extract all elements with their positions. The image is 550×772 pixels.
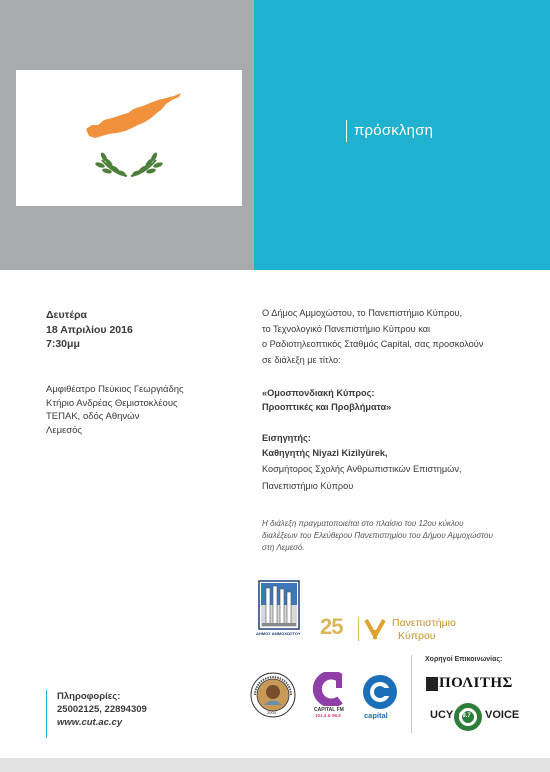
famagusta-municipality-logo [258, 580, 300, 638]
info-website-link[interactable]: www.cut.ac.cy [57, 717, 123, 728]
note-line: διαλέξεων του Ελεύθερου Πανεπιστημίου του Δήμου Αμμοχώστου [262, 531, 493, 540]
tepak-year: 2004 [267, 710, 276, 715]
event-date: 18 Απριλίου 2016 [46, 323, 133, 336]
ucy-emblem-icon [364, 618, 386, 640]
ucy-name-line1: Πανεπιστήμιο [392, 617, 456, 629]
capital-tv-caption: capital [364, 711, 388, 720]
event-time: 7:30μμ [46, 338, 80, 350]
venue-line: Λεμεσός [46, 424, 83, 436]
invitation-heading: πρόσκληση [346, 120, 433, 142]
speaker-block [262, 431, 542, 495]
info-label: Πληροφορίες: [57, 691, 121, 702]
header-gray-panel [0, 0, 254, 270]
ucy-voice-left: UCY [430, 709, 454, 721]
famagusta-caption: ΔΗΜΟΣ ΑΜΜΟΧΩΣΤΟΥ [256, 631, 301, 636]
info-phones: 25002125, 22894309 [57, 704, 147, 715]
venue-line: Αμφιθέατρο Πεύκιος Γεωργιάδης [46, 384, 184, 395]
media-sponsors-label: Χορηγοί Επικοινωνίας: [425, 656, 503, 663]
series-note [262, 518, 542, 554]
speaker-label: Εισηγητής: [262, 433, 311, 443]
event-venue [46, 383, 246, 437]
ucy-divider [358, 617, 359, 641]
lecture-title-line: Προοπτικές και Προβλήματα» [262, 401, 392, 412]
politis-mark-icon [426, 677, 438, 691]
event-day: Δευτέρα [46, 309, 88, 321]
venue-line: Κτήριο Ανδρέας Θεμιστοκλέους [46, 397, 178, 409]
lecture-title-line: «Ομοσπονδιακή Κύπρος: [262, 388, 375, 398]
ucy-anniversary: 25 [320, 614, 343, 639]
speaker-name: Καθηγητής Niyazi Kizilyürek, [262, 448, 388, 458]
footer-bar [0, 758, 550, 772]
politis-newspaper-logo [426, 672, 516, 694]
speaker-affiliation: Πανεπιστήμιο Κύπρου [262, 481, 354, 491]
capital-tv-logo [360, 674, 400, 722]
tepak-seal-logo [250, 672, 296, 718]
note-line: στη Λεμεσό. [262, 543, 305, 552]
cyprus-flag-icon [16, 70, 242, 206]
politis-name: ΠΟΛΙΤΗΣ [439, 675, 513, 691]
capital-fm-frequencies: 101.4 & 96.9 [315, 713, 341, 718]
university-of-cyprus-logo [320, 614, 470, 644]
ucy-name-line2: Κύπρου [398, 630, 436, 642]
intro-line: το Τεχνολογικό Πανεπιστήμιο Κύπρου και [262, 323, 431, 334]
sponsors-divider [411, 655, 412, 733]
invitation-intro [262, 306, 542, 368]
intro-line: Ο Δήμος Αμμοχώστου, το Πανεπιστήμιο Κύπρου, [262, 308, 463, 318]
venue-line: ΤΕΠΑΚ, οδός Αθηνών [46, 411, 140, 422]
ucy-voice-radio-logo [430, 702, 520, 732]
intro-line: σε διάλεξη με τίτλο: [262, 354, 341, 365]
lecture-title [262, 387, 542, 414]
ucy-voice-right: VOICE [485, 709, 520, 721]
intro-line: ο Ραδιοτηλεοπτικός Σταθμός Capital, σας προσκολούν [262, 339, 484, 349]
contact-info [46, 690, 147, 738]
speaker-role: Κοσμήτορος Σχολής Ανθρωπιστικών Επιστημών, [262, 464, 462, 474]
event-datetime [46, 308, 246, 352]
ucy-voice-frequency: 99.7 [459, 713, 471, 719]
capital-fm-caption: CAPITAL FM [314, 707, 344, 713]
note-line: Η διάλεξη πραγματοποιείται στο πλαίσιο του 12ου κύκλου [262, 519, 464, 528]
capital-fm-logo [312, 672, 348, 720]
